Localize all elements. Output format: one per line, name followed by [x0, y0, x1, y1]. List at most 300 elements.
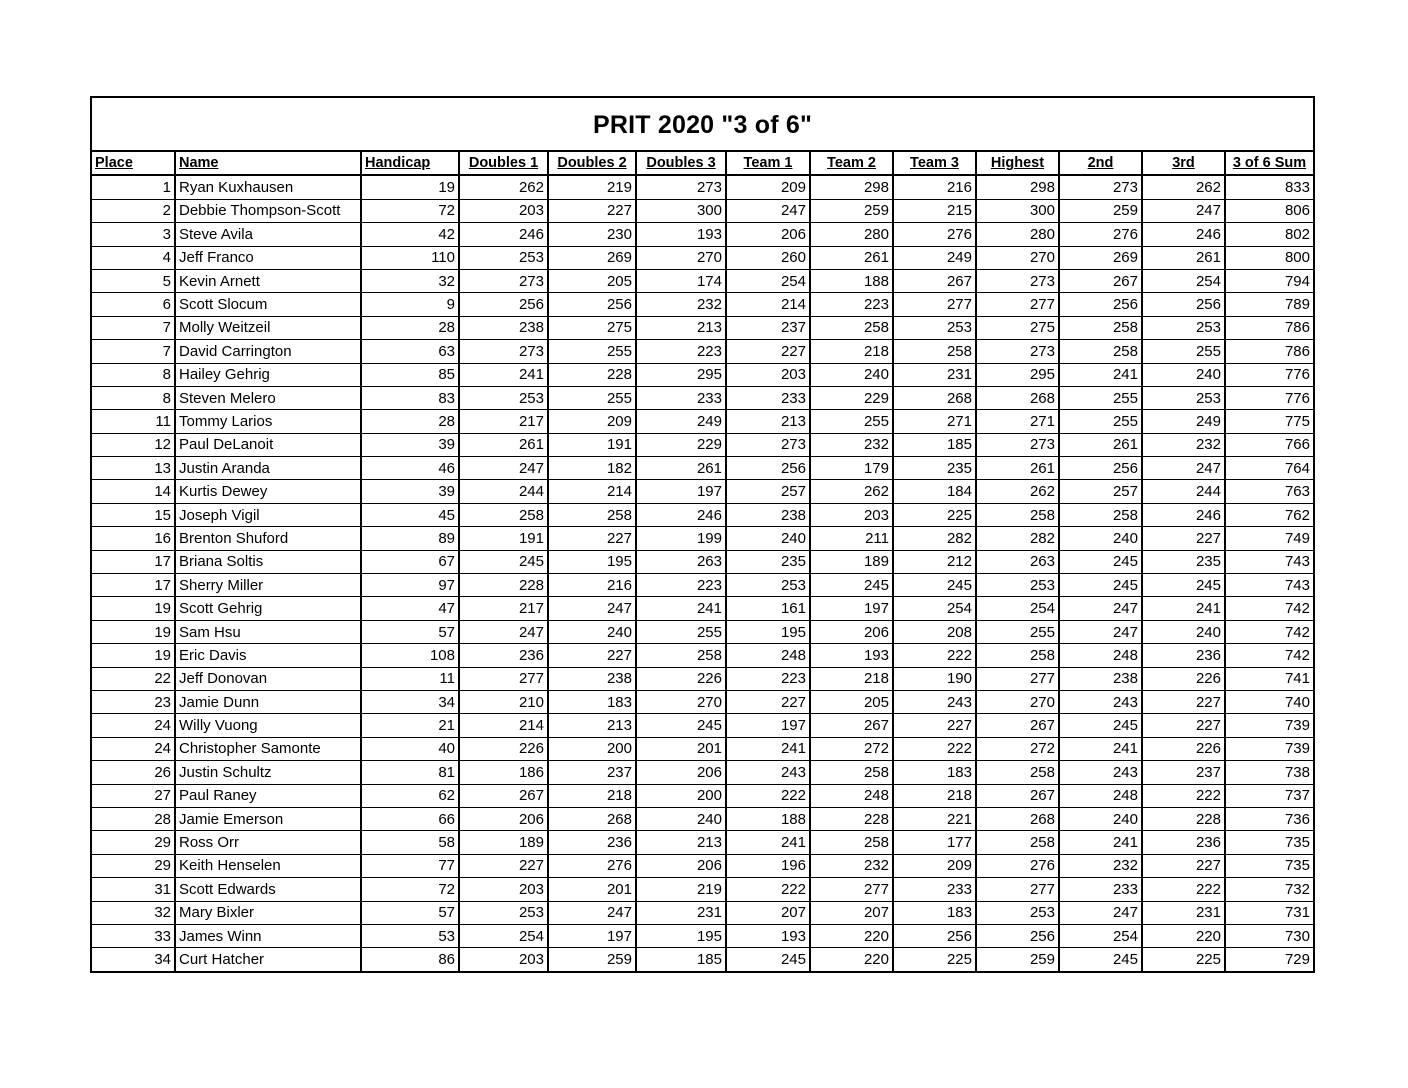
cell-2nd: 238 [1059, 667, 1142, 690]
table-row [92, 480, 1313, 503]
cell-highest: 267 [976, 784, 1059, 807]
cell-team-1: 207 [726, 901, 810, 924]
cell-team-3: 243 [893, 690, 976, 713]
cell-2nd: 261 [1059, 433, 1142, 456]
cell-team-1: 222 [726, 878, 810, 901]
cell-team-1: 213 [726, 410, 810, 433]
cell-doubles-1: 189 [459, 831, 548, 854]
cell-3rd: 247 [1142, 199, 1225, 222]
cell-2nd: 255 [1059, 386, 1142, 409]
cell-place: 32 [92, 901, 175, 924]
cell-doubles-3: 231 [636, 901, 726, 924]
cell-highest: 261 [976, 457, 1059, 480]
cell-2nd: 256 [1059, 293, 1142, 316]
cell-2nd: 258 [1059, 503, 1142, 526]
cell-team-3: 222 [893, 737, 976, 760]
table-row [92, 293, 1313, 316]
cell-doubles-3: 295 [636, 363, 726, 386]
cell-doubles-3: 193 [636, 223, 726, 246]
cell-team-2: 206 [810, 620, 893, 643]
header-highest: Highest [976, 152, 1059, 175]
cell-team-2: 258 [810, 761, 893, 784]
cell-2nd: 243 [1059, 690, 1142, 713]
cell-doubles-3: 185 [636, 948, 726, 971]
cell-doubles-1: 273 [459, 269, 548, 292]
cell-place: 7 [92, 316, 175, 339]
header-2nd: 2nd [1059, 152, 1142, 175]
table-row [92, 737, 1313, 760]
cell-3-of-6-sum: 786 [1225, 340, 1313, 363]
cell-3rd: 245 [1142, 574, 1225, 597]
cell-doubles-2: 205 [548, 269, 636, 292]
cell-name: Jamie Emerson [175, 807, 361, 830]
cell-highest: 262 [976, 480, 1059, 503]
cell-highest: 300 [976, 199, 1059, 222]
cell-highest: 298 [976, 175, 1059, 199]
cell-team-3: 276 [893, 223, 976, 246]
cell-team-3: 216 [893, 175, 976, 199]
cell-doubles-1: 217 [459, 410, 548, 433]
cell-name: Ross Orr [175, 831, 361, 854]
cell-2nd: 245 [1059, 714, 1142, 737]
table-row [92, 878, 1313, 901]
cell-3rd: 244 [1142, 480, 1225, 503]
cell-2nd: 248 [1059, 784, 1142, 807]
cell-2nd: 232 [1059, 854, 1142, 877]
cell-team-1: 227 [726, 340, 810, 363]
cell-handicap: 40 [361, 737, 459, 760]
cell-team-2: 245 [810, 574, 893, 597]
cell-team-3: 215 [893, 199, 976, 222]
table-row [92, 246, 1313, 269]
cell-3rd: 227 [1142, 714, 1225, 737]
cell-team-2: 207 [810, 901, 893, 924]
cell-team-3: 258 [893, 340, 976, 363]
table-row [92, 410, 1313, 433]
cell-team-1: 188 [726, 807, 810, 830]
cell-place: 12 [92, 433, 175, 456]
table-row [92, 784, 1313, 807]
sheet-title: PRIT 2020 "3 of 6" [92, 98, 1313, 152]
cell-team-2: 211 [810, 527, 893, 550]
cell-place: 29 [92, 831, 175, 854]
cell-handicap: 81 [361, 761, 459, 784]
cell-team-1: 245 [726, 948, 810, 971]
cell-name: Briana Soltis [175, 550, 361, 573]
cell-team-1: 243 [726, 761, 810, 784]
cell-3-of-6-sum: 738 [1225, 761, 1313, 784]
cell-doubles-2: 236 [548, 831, 636, 854]
cell-place: 5 [92, 269, 175, 292]
cell-3rd: 231 [1142, 901, 1225, 924]
cell-highest: 280 [976, 223, 1059, 246]
cell-doubles-1: 256 [459, 293, 548, 316]
cell-place: 22 [92, 667, 175, 690]
cell-team-2: 277 [810, 878, 893, 901]
cell-3-of-6-sum: 764 [1225, 457, 1313, 480]
cell-doubles-2: 183 [548, 690, 636, 713]
cell-doubles-1: 254 [459, 924, 548, 947]
cell-2nd: 243 [1059, 761, 1142, 784]
cell-doubles-1: 238 [459, 316, 548, 339]
cell-doubles-1: 203 [459, 878, 548, 901]
table-row [92, 667, 1313, 690]
cell-highest: 258 [976, 831, 1059, 854]
cell-highest: 254 [976, 597, 1059, 620]
cell-handicap: 57 [361, 620, 459, 643]
cell-name: Brenton Shuford [175, 527, 361, 550]
cell-place: 4 [92, 246, 175, 269]
cell-handicap: 110 [361, 246, 459, 269]
table-row [92, 948, 1313, 971]
cell-3rd: 255 [1142, 340, 1225, 363]
cell-doubles-1: 246 [459, 223, 548, 246]
cell-doubles-3: 197 [636, 480, 726, 503]
cell-doubles-3: 226 [636, 667, 726, 690]
cell-team-2: 220 [810, 924, 893, 947]
cell-2nd: 233 [1059, 878, 1142, 901]
cell-highest: 275 [976, 316, 1059, 339]
cell-doubles-3: 233 [636, 386, 726, 409]
cell-3rd: 235 [1142, 550, 1225, 573]
cell-place: 23 [92, 690, 175, 713]
cell-team-3: 190 [893, 667, 976, 690]
cell-3-of-6-sum: 729 [1225, 948, 1313, 971]
cell-highest: 253 [976, 901, 1059, 924]
cell-3-of-6-sum: 742 [1225, 644, 1313, 667]
cell-team-3: 235 [893, 457, 976, 480]
cell-team-1: 235 [726, 550, 810, 573]
header-name: Name [175, 152, 361, 175]
cell-handicap: 62 [361, 784, 459, 807]
cell-highest: 270 [976, 690, 1059, 713]
table-row [92, 761, 1313, 784]
cell-team-3: 268 [893, 386, 976, 409]
cell-team-1: 195 [726, 620, 810, 643]
table-row [92, 644, 1313, 667]
cell-place: 19 [92, 644, 175, 667]
cell-team-1: 233 [726, 386, 810, 409]
cell-place: 13 [92, 457, 175, 480]
cell-place: 3 [92, 223, 175, 246]
table-row [92, 550, 1313, 573]
cell-doubles-2: 240 [548, 620, 636, 643]
cell-team-1: 197 [726, 714, 810, 737]
cell-team-3: 225 [893, 503, 976, 526]
header-handicap: Handicap [361, 152, 459, 175]
cell-team-3: 267 [893, 269, 976, 292]
cell-3rd: 228 [1142, 807, 1225, 830]
cell-team-1: 161 [726, 597, 810, 620]
cell-highest: 268 [976, 807, 1059, 830]
cell-3-of-6-sum: 736 [1225, 807, 1313, 830]
cell-place: 34 [92, 948, 175, 971]
cell-doubles-1: 273 [459, 340, 548, 363]
cell-name: Jeff Donovan [175, 667, 361, 690]
cell-place: 11 [92, 410, 175, 433]
table-row [92, 340, 1313, 363]
cell-3-of-6-sum: 762 [1225, 503, 1313, 526]
cell-highest: 259 [976, 948, 1059, 971]
cell-doubles-3: 200 [636, 784, 726, 807]
cell-team-1: 222 [726, 784, 810, 807]
cell-team-3: 271 [893, 410, 976, 433]
cell-doubles-1: 247 [459, 457, 548, 480]
cell-team-2: 218 [810, 340, 893, 363]
cell-highest: 255 [976, 620, 1059, 643]
cell-place: 26 [92, 761, 175, 784]
cell-doubles-3: 245 [636, 714, 726, 737]
cell-doubles-2: 201 [548, 878, 636, 901]
cell-doubles-2: 259 [548, 948, 636, 971]
cell-name: Kevin Arnett [175, 269, 361, 292]
cell-highest: 268 [976, 386, 1059, 409]
cell-handicap: 28 [361, 410, 459, 433]
cell-team-3: 184 [893, 480, 976, 503]
cell-3rd: 227 [1142, 527, 1225, 550]
cell-2nd: 241 [1059, 363, 1142, 386]
cell-highest: 273 [976, 433, 1059, 456]
cell-doubles-2: 258 [548, 503, 636, 526]
cell-doubles-1: 203 [459, 948, 548, 971]
cell-2nd: 245 [1059, 574, 1142, 597]
cell-3-of-6-sum: 737 [1225, 784, 1313, 807]
cell-doubles-3: 199 [636, 527, 726, 550]
table-row [92, 924, 1313, 947]
cell-team-2: 197 [810, 597, 893, 620]
cell-3rd: 227 [1142, 690, 1225, 713]
cell-handicap: 97 [361, 574, 459, 597]
cell-doubles-1: 241 [459, 363, 548, 386]
cell-team-3: 212 [893, 550, 976, 573]
cell-place: 24 [92, 737, 175, 760]
cell-doubles-1: 261 [459, 433, 548, 456]
cell-3rd: 225 [1142, 948, 1225, 971]
cell-team-1: 248 [726, 644, 810, 667]
cell-doubles-1: 236 [459, 644, 548, 667]
cell-name: Kurtis Dewey [175, 480, 361, 503]
cell-doubles-2: 247 [548, 901, 636, 924]
cell-3-of-6-sum: 800 [1225, 246, 1313, 269]
cell-place: 17 [92, 574, 175, 597]
cell-doubles-2: 216 [548, 574, 636, 597]
cell-doubles-2: 237 [548, 761, 636, 784]
cell-doubles-1: 267 [459, 784, 548, 807]
cell-doubles-2: 227 [548, 644, 636, 667]
cell-3rd: 222 [1142, 784, 1225, 807]
cell-handicap: 45 [361, 503, 459, 526]
cell-name: Tommy Larios [175, 410, 361, 433]
cell-doubles-3: 263 [636, 550, 726, 573]
cell-team-2: 220 [810, 948, 893, 971]
cell-doubles-3: 201 [636, 737, 726, 760]
cell-doubles-2: 238 [548, 667, 636, 690]
cell-3-of-6-sum: 731 [1225, 901, 1313, 924]
cell-3-of-6-sum: 742 [1225, 597, 1313, 620]
cell-2nd: 241 [1059, 831, 1142, 854]
cell-name: Scott Edwards [175, 878, 361, 901]
cell-handicap: 108 [361, 644, 459, 667]
cell-highest: 258 [976, 503, 1059, 526]
table-row [92, 269, 1313, 292]
cell-name: Curt Hatcher [175, 948, 361, 971]
cell-handicap: 9 [361, 293, 459, 316]
cell-doubles-2: 230 [548, 223, 636, 246]
table-row [92, 175, 1313, 199]
cell-highest: 277 [976, 293, 1059, 316]
cell-team-2: 193 [810, 644, 893, 667]
cell-handicap: 72 [361, 199, 459, 222]
cell-name: Scott Gehrig [175, 597, 361, 620]
cell-handicap: 11 [361, 667, 459, 690]
header-3-of-6-sum: 3 of 6 Sum [1225, 152, 1313, 175]
cell-team-2: 258 [810, 831, 893, 854]
cell-team-2: 272 [810, 737, 893, 760]
cell-team-3: 225 [893, 948, 976, 971]
cell-doubles-2: 213 [548, 714, 636, 737]
cell-highest: 258 [976, 761, 1059, 784]
cell-highest: 276 [976, 854, 1059, 877]
cell-doubles-1: 186 [459, 761, 548, 784]
cell-place: 1 [92, 175, 175, 199]
cell-doubles-2: 227 [548, 199, 636, 222]
cell-team-3: 222 [893, 644, 976, 667]
cell-handicap: 57 [361, 901, 459, 924]
cell-handicap: 39 [361, 433, 459, 456]
cell-team-2: 248 [810, 784, 893, 807]
cell-handicap: 53 [361, 924, 459, 947]
cell-doubles-2: 200 [548, 737, 636, 760]
cell-handicap: 72 [361, 878, 459, 901]
cell-2nd: 254 [1059, 924, 1142, 947]
cell-3-of-6-sum: 802 [1225, 223, 1313, 246]
header-team-2: Team 2 [810, 152, 893, 175]
cell-team-1: 206 [726, 223, 810, 246]
table-row [92, 807, 1313, 830]
cell-name: Molly Weitzeil [175, 316, 361, 339]
cell-2nd: 273 [1059, 175, 1142, 199]
cell-3-of-6-sum: 732 [1225, 878, 1313, 901]
cell-2nd: 257 [1059, 480, 1142, 503]
cell-3-of-6-sum: 741 [1225, 667, 1313, 690]
cell-3rd: 226 [1142, 667, 1225, 690]
cell-team-2: 262 [810, 480, 893, 503]
cell-2nd: 245 [1059, 948, 1142, 971]
cell-doubles-1: 228 [459, 574, 548, 597]
cell-3-of-6-sum: 740 [1225, 690, 1313, 713]
table-row [92, 316, 1313, 339]
cell-doubles-1: 245 [459, 550, 548, 573]
cell-place: 24 [92, 714, 175, 737]
cell-team-1: 253 [726, 574, 810, 597]
cell-name: Eric Davis [175, 644, 361, 667]
cell-team-1: 223 [726, 667, 810, 690]
table-row [92, 457, 1313, 480]
cell-3rd: 253 [1142, 316, 1225, 339]
cell-highest: 282 [976, 527, 1059, 550]
cell-3rd: 227 [1142, 854, 1225, 877]
cell-team-1: 241 [726, 737, 810, 760]
cell-team-2: 179 [810, 457, 893, 480]
cell-doubles-1: 214 [459, 714, 548, 737]
cell-team-3: 256 [893, 924, 976, 947]
cell-name: Joseph Vigil [175, 503, 361, 526]
cell-team-1: 240 [726, 527, 810, 550]
cell-team-1: 273 [726, 433, 810, 456]
cell-doubles-3: 213 [636, 831, 726, 854]
cell-3-of-6-sum: 749 [1225, 527, 1313, 550]
cell-3rd: 240 [1142, 620, 1225, 643]
cell-highest: 272 [976, 737, 1059, 760]
cell-team-2: 259 [810, 199, 893, 222]
cell-highest: 258 [976, 644, 1059, 667]
cell-doubles-2: 256 [548, 293, 636, 316]
cell-doubles-2: 191 [548, 433, 636, 456]
cell-doubles-1: 203 [459, 199, 548, 222]
cell-3-of-6-sum: 776 [1225, 363, 1313, 386]
cell-team-1: 209 [726, 175, 810, 199]
cell-team-3: 209 [893, 854, 976, 877]
cell-3rd: 246 [1142, 223, 1225, 246]
cell-doubles-1: 227 [459, 854, 548, 877]
cell-doubles-3: 229 [636, 433, 726, 456]
cell-2nd: 267 [1059, 269, 1142, 292]
cell-team-3: 253 [893, 316, 976, 339]
cell-team-3: 183 [893, 901, 976, 924]
table-row [92, 714, 1313, 737]
header-doubles-1: Doubles 1 [459, 152, 548, 175]
cell-doubles-3: 246 [636, 503, 726, 526]
cell-doubles-3: 249 [636, 410, 726, 433]
cell-team-2: 232 [810, 854, 893, 877]
cell-place: 29 [92, 854, 175, 877]
cell-team-3: 249 [893, 246, 976, 269]
cell-place: 15 [92, 503, 175, 526]
cell-name: Mary Bixler [175, 901, 361, 924]
cell-team-3: 245 [893, 574, 976, 597]
cell-name: Justin Schultz [175, 761, 361, 784]
cell-team-2: 218 [810, 667, 893, 690]
cell-place: 27 [92, 784, 175, 807]
cell-place: 6 [92, 293, 175, 316]
cell-handicap: 85 [361, 363, 459, 386]
table-row [92, 386, 1313, 409]
cell-team-2: 188 [810, 269, 893, 292]
cell-3-of-6-sum: 766 [1225, 433, 1313, 456]
cell-doubles-3: 219 [636, 878, 726, 901]
standings-table [92, 152, 1313, 971]
header-place: Place [95, 155, 133, 172]
cell-highest: 277 [976, 878, 1059, 901]
cell-doubles-1: 253 [459, 246, 548, 269]
cell-2nd: 240 [1059, 807, 1142, 830]
cell-team-1: 196 [726, 854, 810, 877]
cell-2nd: 240 [1059, 527, 1142, 550]
cell-2nd: 247 [1059, 901, 1142, 924]
cell-3-of-6-sum: 786 [1225, 316, 1313, 339]
cell-2nd: 255 [1059, 410, 1142, 433]
cell-team-2: 205 [810, 690, 893, 713]
cell-2nd: 256 [1059, 457, 1142, 480]
cell-doubles-1: 244 [459, 480, 548, 503]
cell-team-2: 298 [810, 175, 893, 199]
cell-handicap: 19 [361, 175, 459, 199]
cell-handicap: 21 [361, 714, 459, 737]
table-row [92, 901, 1313, 924]
cell-place: 14 [92, 480, 175, 503]
cell-3-of-6-sum: 763 [1225, 480, 1313, 503]
cell-3rd: 237 [1142, 761, 1225, 784]
